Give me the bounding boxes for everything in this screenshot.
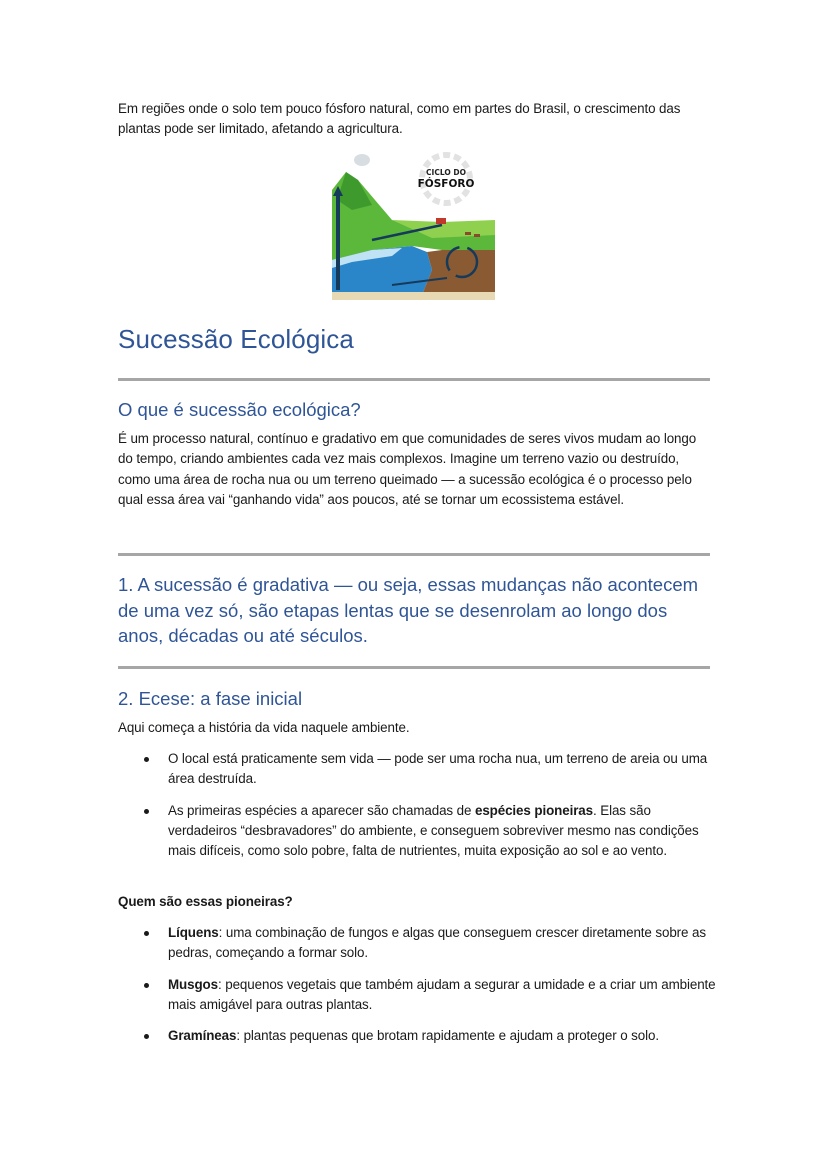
phosphorus-cycle-figure xyxy=(332,150,495,300)
pioneers-list xyxy=(118,923,718,1057)
pioneers-question: Quem são essas pioneiras? xyxy=(118,894,293,909)
intro-paragraph: Em regiões onde o solo tem pouco fósforo natural, como em partes do Brasil, o crescimento das plantas pode ser limitado, afetando a agricultura. xyxy=(118,101,681,137)
list-item: O local está praticamente sem vida — pode ser uma rocha nua, um terreno de areia ou uma área destruída. xyxy=(118,749,718,790)
list-item: Musgos: pequenos vegetais que também ajudam a segurar a umidade e a criar um ambiente mais amigável para outras plantas. xyxy=(118,975,718,1016)
bullet-icon xyxy=(144,757,149,762)
definition-paragraph: É um processo natural, contínuo e gradativo em que comunidades de seres vivos mudam ao longo do tempo, criando ambientes cada vez mais complexos. Imagine um terreno vazio ou destruído, como uma área de rocha nua ou um terreno queimado — a sucessão ecológica é o processo pelo qual essa área vai “ganhando vida” aos poucos, até se tornar um ecossistema estável. xyxy=(118,431,697,507)
svg-text:FÓSFORO: FÓSFORO xyxy=(417,178,475,190)
list-item: As primeiras espécies a aparecer são chamadas de espécies pioneiras. Elas são verdadeiros “desbravadores” do ambiente, e conseguem sobreviver mesmo nas condições mais difíceis, como solo pobre, falta de nutrientes, muita exposição ao sol e ao vento. xyxy=(118,801,718,862)
svg-text:CICLO DO: CICLO DO xyxy=(426,168,466,177)
bold-term: espécies pioneiras xyxy=(474,802,594,818)
ecese-bullet-list xyxy=(118,749,718,872)
phosphorus-cycle-illustration xyxy=(332,150,495,300)
divider xyxy=(118,553,710,556)
list-item: Gramíneas: plantas pequenas que brotam rapidamente e ajudam a proteger o solo. xyxy=(118,1026,718,1046)
bullet-icon xyxy=(144,1034,149,1039)
divider xyxy=(118,378,710,381)
section-title: Sucessão Ecológica xyxy=(118,324,354,354)
subsection-heading-ecese: 2. Ecese: a fase inicial xyxy=(118,688,303,709)
subsection-heading-what-is: O que é sucessão ecológica? xyxy=(118,399,361,420)
divider xyxy=(118,666,710,669)
pioneer-term: Musgos xyxy=(168,976,218,992)
pioneer-term: Gramíneas xyxy=(168,1028,237,1044)
list-item: Líquens: uma combinação de fungos e algas que conseguem crescer diretamente sobre as pedras, começando a formar solo. xyxy=(118,923,718,964)
bullet-icon xyxy=(144,983,149,988)
pioneer-term: Líquens xyxy=(168,925,219,940)
bullet-icon xyxy=(144,931,149,936)
bullet-icon xyxy=(144,809,149,814)
subsection-heading-gradual: 1. A sucessão é gradativa — ou seja, essas mudanças não acontecem de uma vez só, são etapas lentas que se desenrolam ao longo dos anos, décadas ou até séculos. xyxy=(118,574,699,646)
ecese-intro: Aqui começa a história da vida naquele ambiente. xyxy=(118,720,410,735)
